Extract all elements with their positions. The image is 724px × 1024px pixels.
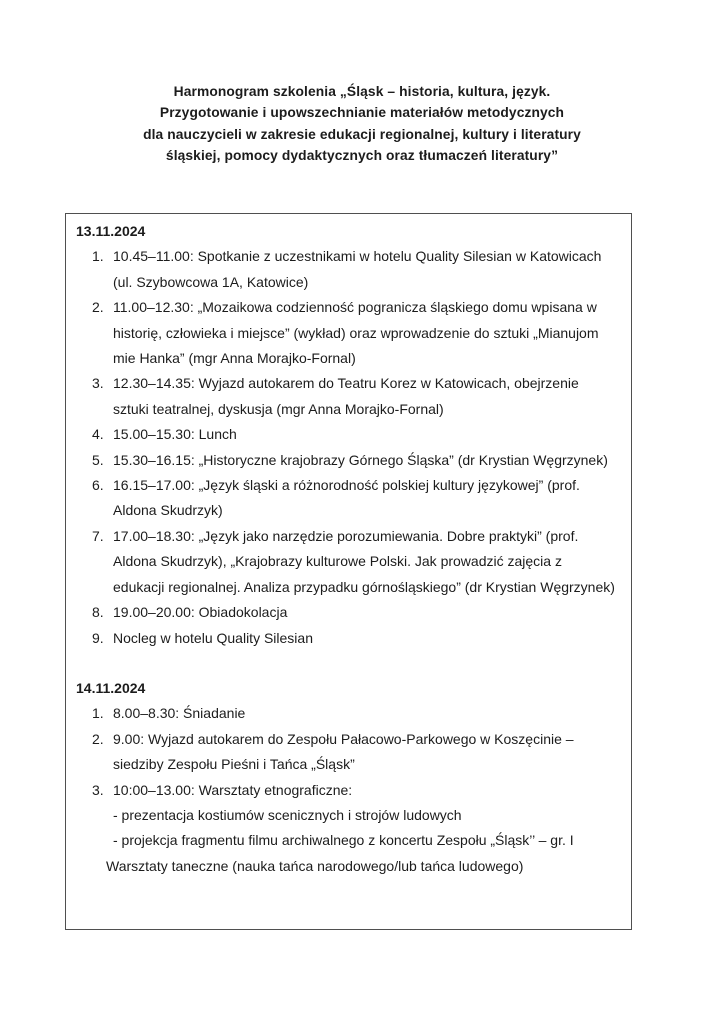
item-text: 15.00–15.30: Lunch — [113, 426, 237, 443]
title-line-3: dla nauczycieli w zakresie edukacji regionalnej, kultury i literatury — [143, 126, 581, 142]
title-line-1: Harmonogram szkolenia „Śląsk – historia, kultura, język. — [173, 84, 551, 99]
item-number: 1. — [92, 705, 104, 722]
day-date: 13.11.2024 — [76, 223, 146, 239]
schedule-item — [66, 778, 617, 803]
item-number: 2. — [92, 730, 104, 747]
item-text: 17.00–18.30: „Język jako narzędzie porozumiewania. Dobre praktyki” (prof. Aldona Skudrzyk), „Krajobrazy kulturowe Polski. Jak prowadzić zajęcia z edukacji regionalnej. Analiza przypadku górnośląskiego” (dr Krystian Węgrzynek) — [113, 527, 615, 595]
schedule-item — [66, 701, 617, 726]
schedule-table-box — [65, 213, 632, 930]
workshop-trailing-line: Warsztaty taneczne (nauka tańca narodowego/lub tańca ludowego) — [106, 857, 524, 874]
workshop-sub-line: - projekcja fragmentu filmu archiwalnego z koncertu Zespołu „Śląsk’’ – gr. I — [113, 832, 574, 849]
item-text: 9.00: Wyjazd autokarem do Zespołu Pałacowo-Parkowego w Koszęcinie – siedziby Zespołu Pieśni i Tańca „Śląsk” — [113, 730, 574, 773]
item-number: 5. — [92, 451, 104, 468]
item-number: 8. — [92, 604, 104, 621]
item-text: 11.00–12.30: „Mozaikowa codzienność pogranicza śląskiego domu wpisana w historię, człowieka i miejsce” (wykład) oraz wprowadzenie do sztuki „Mianujom mie Hanka” (mgr Anna Morajko-Fornal) — [113, 299, 599, 367]
item-text: Nocleg w hotelu Quality Silesian — [113, 629, 313, 646]
item-number: 2. — [92, 299, 104, 316]
item-number: 4. — [92, 426, 104, 443]
workshop-sub-line: - prezentacja kostiumów scenicznych i strojów ludowych — [113, 806, 462, 823]
schedule-item — [66, 727, 617, 778]
schedule-item — [66, 473, 617, 524]
item-number: 1. — [92, 248, 104, 265]
item-number: 3. — [92, 781, 104, 798]
item-number: 3. — [92, 375, 104, 392]
title-line-4: śląskiej, pomocy dydaktycznych oraz tłumaczeń literatury” — [165, 148, 559, 164]
schedule-item — [66, 295, 617, 371]
schedule-item — [66, 626, 617, 651]
title-line-2: Przygotowanie i upowszechnianie materiałów metodycznych — [159, 105, 565, 121]
schedule-item — [66, 422, 617, 447]
schedule-item — [66, 371, 617, 422]
item-number: 9. — [92, 629, 104, 646]
document-title — [0, 81, 724, 167]
day-date: 14.11.2024 — [76, 679, 146, 696]
schedule-item — [66, 600, 617, 625]
item-number: 7. — [92, 527, 104, 544]
item-text: 15.30–16.15: „Historyczne krajobrazy Górnego Śląska” (dr Krystian Węgrzynek) — [113, 451, 608, 468]
schedule-content — [66, 214, 631, 879]
item-text: 16.15–17.00: „Język śląski a różnorodność polskiej kultury językowej” (prof. Aldona Skudrzyk) — [113, 477, 580, 519]
day-section-13-11 — [66, 219, 617, 651]
schedule-item — [66, 244, 617, 295]
item-number: 6. — [92, 477, 104, 494]
item-text: 19.00–20.00: Obiadokolacja — [113, 604, 288, 621]
schedule-item — [66, 448, 617, 473]
item-text: 8.00–8.30: Śniadanie — [113, 705, 246, 722]
item-text: 10:00–13.00: Warsztaty etnograficzne: — [113, 781, 353, 798]
schedule-item — [66, 524, 617, 600]
item-text: 10.45–11.00: Spotkanie z uczestnikami w hotelu Quality Silesian w Katowicach (ul. Szybowcowa 1A, Katowice) — [113, 248, 602, 290]
item-text: 12.30–14.35: Wyjazd autokarem do Teatru Korez w Katowicach, obejrzenie sztuki teatralnej, dyskusja (mgr Anna Morajko-Fornal) — [113, 375, 579, 417]
day-section-14-11 — [66, 676, 617, 879]
